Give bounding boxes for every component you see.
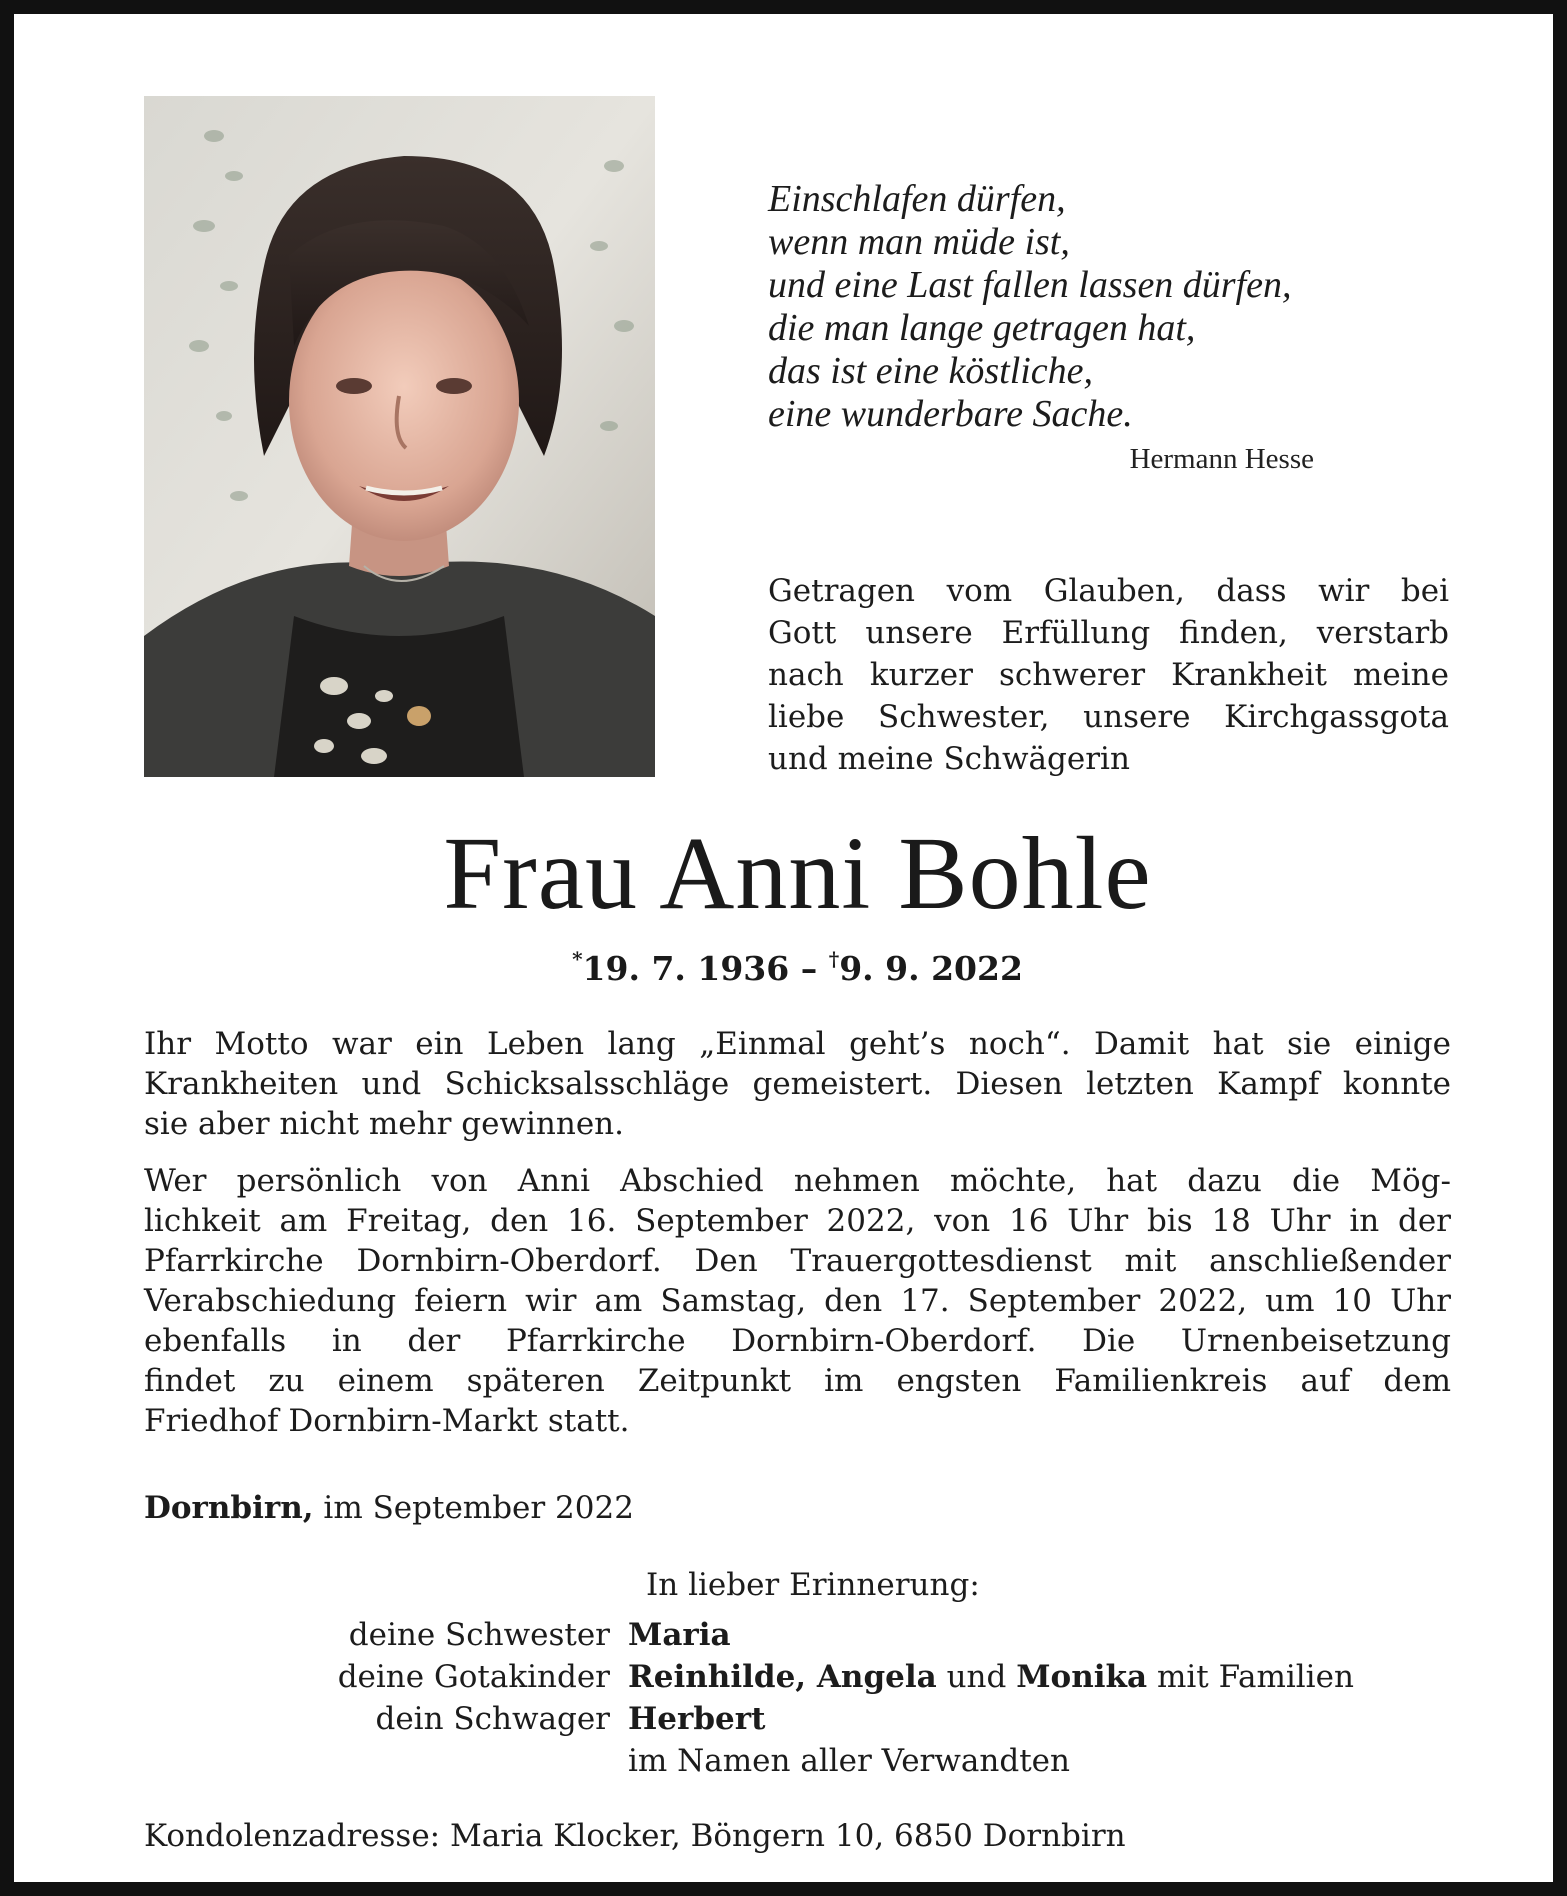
paragraph-line: findet zu einem späteren Zeitpunkt im engsten Familienkreis auf dem [144,1363,1451,1399]
birth-date: 19. 7. 1936 [582,949,790,988]
relation-label-empty [144,1740,628,1782]
relation-label: deine Gotakinder [337,1659,610,1695]
mourner-name: Herbert [628,1701,766,1737]
relation-names [628,1656,1354,1698]
portrait-photo [144,96,655,777]
poem-author: Hermann Hesse [1129,443,1314,475]
poem-line: eine wunderbare Sache. [768,393,1133,435]
death-symbol: † [828,947,840,971]
date-separator: – [789,949,829,988]
intro-line: Getragen vom Glauben, dass wir bei [768,573,1449,609]
paragraph-line: Ihr Motto war ein Leben lang „Einmal geht’s noch“. Damit hat sie einige [144,1026,1451,1062]
memory-heading: In lieber Erinnerung: [646,1567,980,1603]
mourner-name: Monika [1016,1659,1148,1695]
paragraph-line: Krankheiten und Schicksalsschläge gemeistert. Diesen letzten Kampf konnte [144,1066,1451,1102]
mourner-name: Maria [628,1617,731,1653]
relation-names [628,1698,765,1740]
paragraph-line: Verabschiedung feiern wir am Samstag, den 17. September 2022, um 10 Uhr [144,1283,1451,1319]
birth-symbol: * [572,947,583,971]
paragraph-line: Friedhof Dornbirn-Markt statt. [144,1403,630,1439]
portrait-image [144,96,655,777]
paragraph-line: Pfarrkirche Dornbirn-Oberdorf. Den Trauergottesdienst mit anschließender [144,1243,1451,1279]
intro-line: liebe Schwester, unsere Kirchgassgota [768,699,1449,735]
place-city: Dornbirn, [144,1490,314,1526]
paragraph-line: lichkeit am Freitag, den 16. September 2022, von 16 Uhr bis 18 Uhr in der [144,1203,1451,1239]
relation-label: dein Schwager [375,1701,610,1737]
death-date: 9. 9. 2022 [839,949,1023,988]
intro-line: und meine Schwägerin [768,741,1130,777]
intro-line: Gott unsere Erfüllung finden, verstarb [768,615,1449,651]
relation-names [628,1614,731,1656]
poem-line: das ist eine köstliche, [768,350,1094,392]
conjunction: und [936,1659,1017,1695]
poem-quote [768,178,1418,436]
farewell-paragraph [144,1161,1451,1441]
life-dates [14,947,1567,991]
mourner-row [144,1740,1454,1782]
mourner-row [144,1656,1454,1698]
condolence-address: Kondolenzadresse: Maria Klocker, Böngern 10, 6850 Dornbirn [144,1818,1126,1854]
poem-line: wenn man müde ist, [768,221,1070,263]
poem-line: Einschlafen dürfen, [768,178,1066,220]
motto-paragraph [144,1024,1451,1144]
deceased-name: Frau Anni Bohle [443,816,1152,931]
mourner-name: Reinhilde, Angela [628,1659,937,1695]
paragraph-line: ebenfalls in der Pfarrkirche Dornbirn-Oberdorf. Die Urnenbeisetzung [144,1323,1451,1359]
place-date-text: im September 2022 [313,1490,634,1526]
intro-line: nach kurzer schwerer Krankheit meine [768,657,1449,693]
paragraph-line: sie aber nicht mehr gewinnen. [144,1106,625,1142]
poem-line: die man lange getragen hat, [768,307,1196,349]
mourners-list [144,1614,1454,1782]
intro-text [768,570,1449,780]
mourner-row [144,1698,1454,1740]
families-note: mit Familien [1147,1659,1354,1695]
all-relatives-note: im Namen aller Verwandten [628,1743,1070,1779]
place-and-date [144,1487,634,1529]
relation-label: deine Schwester [348,1617,610,1653]
paragraph-line: Wer persönlich von Anni Abschied nehmen möchte, hat dazu die Mög- [144,1163,1451,1199]
mourner-row [144,1614,1454,1656]
poem-line: und eine Last fallen lassen dürfen, [768,264,1292,306]
